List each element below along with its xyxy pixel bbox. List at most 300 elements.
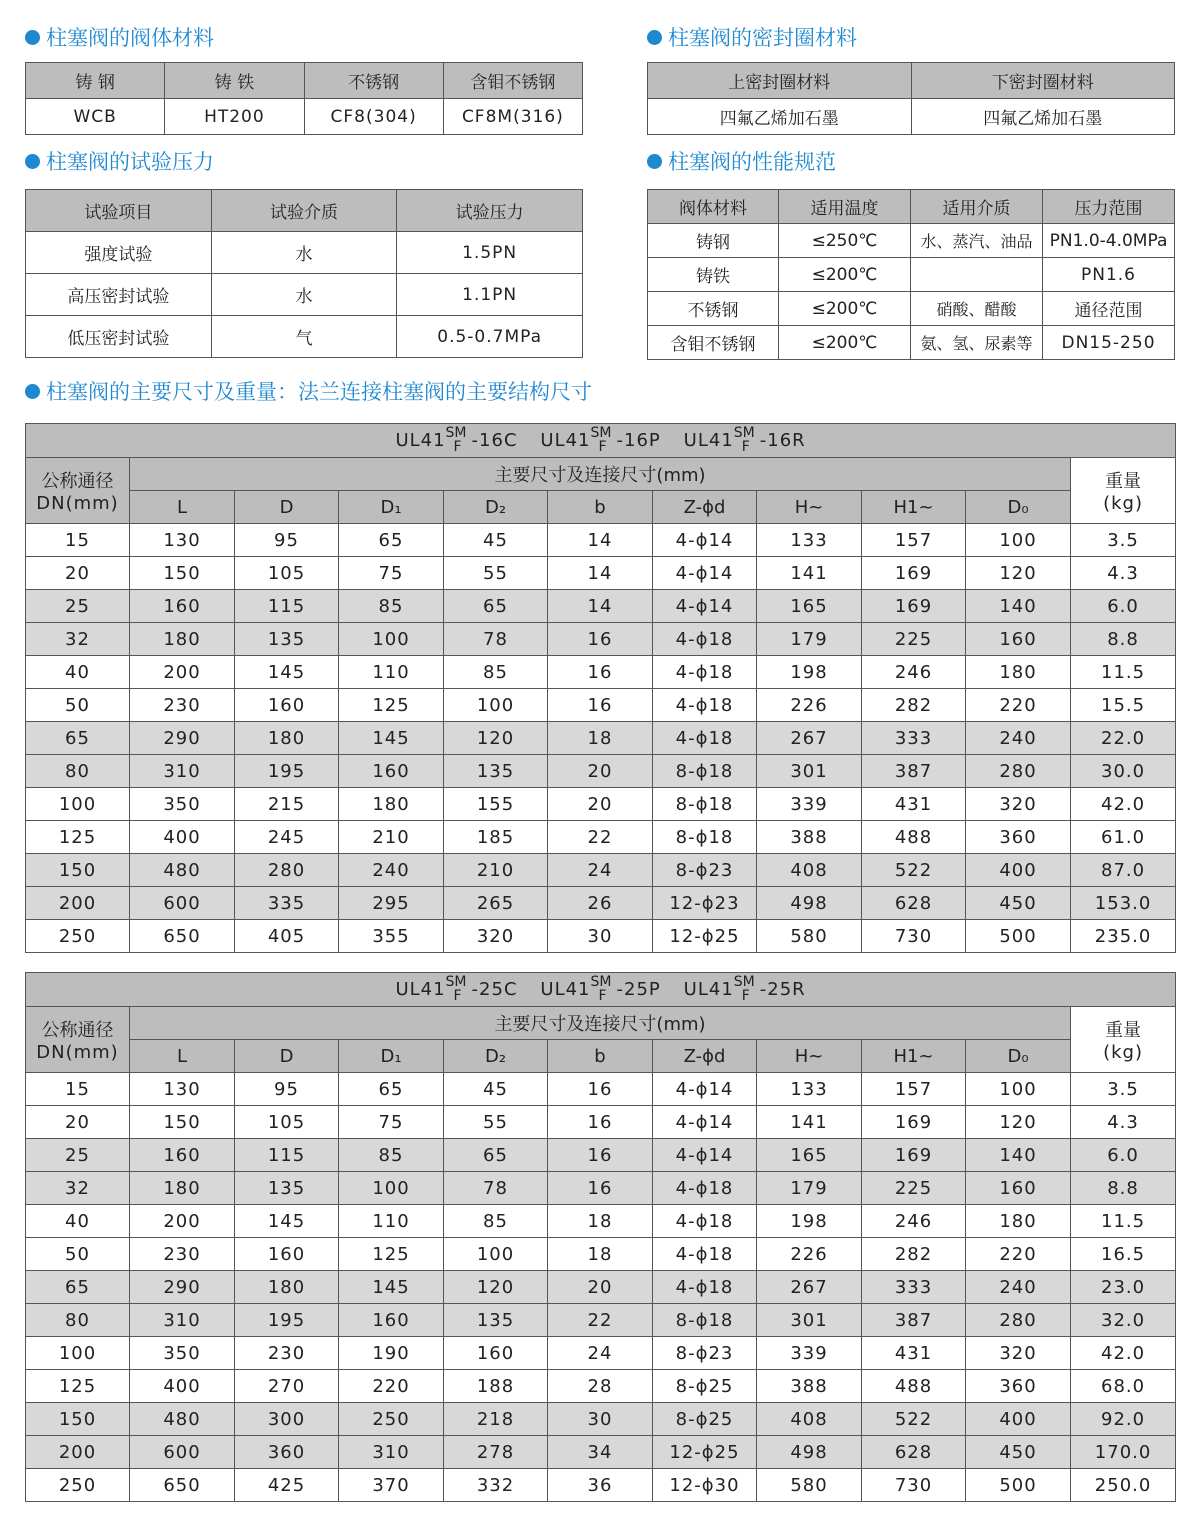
table-cell: 3.5 [1071, 524, 1176, 557]
header-upper-seal: 上密封圈材料 [648, 63, 912, 99]
table-cell: 125 [339, 689, 444, 722]
main-dimensions-header: 主要尺寸及连接尺寸(mm) [130, 458, 1071, 491]
table-cell: 26 [548, 887, 653, 920]
table-cell: 160 [235, 689, 339, 722]
table-cell: 160 [444, 1337, 548, 1370]
model-title [26, 973, 1176, 1007]
table-cell: 650 [130, 1469, 235, 1502]
table-cell: 24 [548, 1337, 653, 1370]
table-cell: 280 [966, 1304, 1071, 1337]
table-cell: 730 [862, 1469, 966, 1502]
table-cell: 157 [862, 1073, 966, 1106]
table-cell: 408 [757, 1403, 862, 1436]
table-cell: 气 [211, 316, 397, 358]
column-header: b [548, 491, 653, 524]
table-row [26, 1271, 1176, 1304]
table-cell: 12-ϕ25 [653, 1436, 757, 1469]
table-cell: 不锈钢 [648, 292, 779, 326]
dn-label-1: 公称通径 [41, 471, 114, 492]
value-cell: CF8(304) [304, 99, 443, 135]
table-cell: 4-ϕ18 [653, 1205, 757, 1238]
header-test-item: 试验项目 [26, 190, 212, 232]
table-cell: 0.5-0.7MPa [397, 316, 583, 358]
table-cell: 55 [444, 557, 548, 590]
table-cell: 120 [444, 722, 548, 755]
table-cell: 141 [757, 1106, 862, 1139]
table-cell: 22.0 [1071, 722, 1176, 755]
table-cell: 11.5 [1071, 656, 1176, 689]
value-cell: WCB [26, 99, 165, 135]
table-cell: 78 [444, 1172, 548, 1205]
table-row [26, 1304, 1176, 1337]
table-cell: 160 [339, 755, 444, 788]
table-cell: 4-ϕ14 [653, 1073, 757, 1106]
table-row [26, 1238, 1176, 1271]
table-cell: 160 [966, 1172, 1071, 1205]
table-cell: 16 [548, 689, 653, 722]
table-cell: DN15-250 [1043, 326, 1175, 360]
table-cell: 61.0 [1071, 821, 1176, 854]
table-cell: 水、蒸汽、油品 [911, 224, 1043, 258]
table-cell: 65 [26, 722, 130, 755]
table-cell: 225 [862, 623, 966, 656]
table-cell: 115 [235, 1139, 339, 1172]
table-cell: 16 [548, 656, 653, 689]
table-cell: 200 [130, 1205, 235, 1238]
table-cell: 32 [26, 623, 130, 656]
table-cell: 3.5 [1071, 1073, 1176, 1106]
table-cell: 高压密封试验 [26, 274, 212, 316]
table-cell: 30.0 [1071, 755, 1176, 788]
table-cell: 355 [339, 920, 444, 953]
dimension-table-pn16 [25, 423, 1176, 953]
table-cell: 360 [966, 1370, 1071, 1403]
table-cell [911, 258, 1043, 292]
table-cell: 32 [26, 1172, 130, 1205]
column-header: D₀ [966, 491, 1071, 524]
table-cell: 290 [130, 722, 235, 755]
table-cell: 12-ϕ25 [653, 920, 757, 953]
header-temperature: 适用温度 [779, 190, 911, 224]
table-cell: ≤200℃ [779, 326, 911, 360]
table-cell: 12-ϕ30 [653, 1469, 757, 1502]
header-pressure-range: 压力范围 [1043, 190, 1175, 224]
table-cell: 25 [26, 590, 130, 623]
section-title-text: 柱塞阀的密封圈材料 [668, 26, 857, 50]
table-row [26, 755, 1176, 788]
table-row [26, 524, 1176, 557]
table-cell: 405 [235, 920, 339, 953]
table-cell: 8-ϕ18 [653, 821, 757, 854]
table-cell: 4-ϕ18 [653, 656, 757, 689]
model-suffix: -16P [616, 430, 661, 451]
test-pressure-table [25, 189, 583, 358]
table-cell: 通径范围 [1043, 292, 1175, 326]
table-cell: 210 [444, 854, 548, 887]
table-cell: 105 [235, 557, 339, 590]
table-cell: 179 [757, 623, 862, 656]
header-test-medium: 试验介质 [211, 190, 397, 232]
bullet-dot-icon [647, 154, 662, 169]
table-cell: 75 [339, 557, 444, 590]
header-medium: 适用介质 [911, 190, 1043, 224]
table-cell: 34 [548, 1436, 653, 1469]
table-cell: 650 [130, 920, 235, 953]
table-cell: 220 [339, 1370, 444, 1403]
table-cell: 4-ϕ14 [653, 524, 757, 557]
model-sub: F [741, 988, 750, 1004]
table-cell: 600 [130, 887, 235, 920]
table-cell: 265 [444, 887, 548, 920]
table-cell: 235.0 [1071, 920, 1176, 953]
table-cell: 85 [339, 590, 444, 623]
table-cell: 145 [339, 1271, 444, 1304]
table-cell: 580 [757, 920, 862, 953]
table-cell: 135 [235, 1172, 339, 1205]
table-cell: 85 [339, 1139, 444, 1172]
table-cell: 425 [235, 1469, 339, 1502]
bullet-dot-icon [25, 30, 40, 45]
table-cell: 157 [862, 524, 966, 557]
section-title-test-pressure [25, 146, 214, 176]
model-prefix: UL41 [540, 979, 591, 1000]
table-cell: 270 [235, 1370, 339, 1403]
table-cell: 24 [548, 854, 653, 887]
table-cell: 350 [130, 788, 235, 821]
table-cell: 铸钢 [648, 224, 779, 258]
section-title-dimensions [25, 376, 592, 406]
table-cell: 280 [966, 755, 1071, 788]
table-cell: 14 [548, 524, 653, 557]
table-cell: 65 [26, 1271, 130, 1304]
section-title-text: 柱塞阀的试验压力 [46, 150, 214, 174]
table-cell: 150 [26, 854, 130, 887]
table-cell: 45 [444, 1073, 548, 1106]
table-cell: 220 [966, 689, 1071, 722]
table-cell: 320 [444, 920, 548, 953]
model-suffix: -25C [471, 979, 518, 1000]
table-cell: 310 [339, 1436, 444, 1469]
table-cell: 95 [235, 1073, 339, 1106]
value-cell: 四氟乙烯加石墨 [648, 99, 912, 135]
table-cell: 100 [966, 1073, 1071, 1106]
model-sup: SM [733, 425, 755, 441]
table-cell: 198 [757, 1205, 862, 1238]
table-cell: 339 [757, 1337, 862, 1370]
table-cell: 488 [862, 821, 966, 854]
model-sub: F [598, 439, 607, 455]
table-row [26, 1205, 1176, 1238]
table-cell: 387 [862, 1304, 966, 1337]
table-cell: 16 [548, 623, 653, 656]
table-cell: 165 [757, 590, 862, 623]
table-cell: 600 [130, 1436, 235, 1469]
model-prefix: UL41 [395, 430, 446, 451]
table-cell: 硝酸、醋酸 [911, 292, 1043, 326]
dn-label-2: DN(mm) [36, 1042, 119, 1063]
table-cell: 20 [26, 557, 130, 590]
table-cell: 250 [339, 1403, 444, 1436]
table-cell: 246 [862, 1205, 966, 1238]
table-cell: 铸铁 [648, 258, 779, 292]
table-cell: 16.5 [1071, 1238, 1176, 1271]
table-cell: 100 [26, 1337, 130, 1370]
table-cell: 230 [130, 1238, 235, 1271]
table-cell: 333 [862, 722, 966, 755]
section-title-text: 柱塞阀的性能规范 [668, 150, 836, 174]
model-suffix: -25R [759, 979, 806, 1000]
model-title [26, 424, 1176, 458]
column-header: H1~ [862, 1040, 966, 1073]
table-cell: 145 [339, 722, 444, 755]
table-cell: 4-ϕ14 [653, 1106, 757, 1139]
table-cell: 18 [548, 722, 653, 755]
table-cell: 250.0 [1071, 1469, 1176, 1502]
table-cell: 500 [966, 920, 1071, 953]
table-cell: 155 [444, 788, 548, 821]
table-cell: 85 [444, 656, 548, 689]
column-header: D₂ [444, 1040, 548, 1073]
model-prefix: UL41 [395, 979, 446, 1000]
table-cell: 4-ϕ18 [653, 722, 757, 755]
table-cell: 628 [862, 887, 966, 920]
table-cell: 120 [444, 1271, 548, 1304]
table-cell: 580 [757, 1469, 862, 1502]
table-cell: 190 [339, 1337, 444, 1370]
table-cell: 50 [26, 1238, 130, 1271]
table-cell: 498 [757, 887, 862, 920]
table-cell: 16 [548, 1139, 653, 1172]
table-cell: 80 [26, 1304, 130, 1337]
table-cell: 6.0 [1071, 590, 1176, 623]
column-header: D₂ [444, 491, 548, 524]
table-cell: 14 [548, 590, 653, 623]
model-sup: SM [590, 425, 612, 441]
table-cell: 4-ϕ18 [653, 1271, 757, 1304]
table-cell: 431 [862, 788, 966, 821]
table-cell: 8-ϕ25 [653, 1403, 757, 1436]
table-cell: 140 [966, 1139, 1071, 1172]
table-row [26, 887, 1176, 920]
weight-label-1: 重量 [1105, 1020, 1142, 1041]
table-cell: 230 [235, 1337, 339, 1370]
table-cell: 85 [444, 1205, 548, 1238]
table-row [26, 656, 1176, 689]
table-cell: 36 [548, 1469, 653, 1502]
table-cell: 400 [130, 821, 235, 854]
table-cell: 488 [862, 1370, 966, 1403]
table-cell: 350 [130, 1337, 235, 1370]
table-cell: 522 [862, 854, 966, 887]
table-cell: 141 [757, 557, 862, 590]
table-cell: 240 [339, 854, 444, 887]
table-cell: 300 [235, 1403, 339, 1436]
table-cell: 301 [757, 1304, 862, 1337]
column-header: Z-ϕd [653, 1040, 757, 1073]
section-title-text: 柱塞阀的阀体材料 [46, 26, 214, 50]
table-cell: 169 [862, 1139, 966, 1172]
table-row [26, 920, 1176, 953]
table-row [26, 722, 1176, 755]
bullet-dot-icon [25, 384, 40, 399]
table-cell: 522 [862, 1403, 966, 1436]
model-prefix: UL41 [683, 430, 734, 451]
table-cell: 120 [966, 557, 1071, 590]
table-cell: 200 [26, 1436, 130, 1469]
table-cell: 78 [444, 623, 548, 656]
table-cell: 169 [862, 557, 966, 590]
table-cell: 42.0 [1071, 788, 1176, 821]
column-header: H1~ [862, 491, 966, 524]
table-cell: 160 [235, 1238, 339, 1271]
table-cell: 110 [339, 656, 444, 689]
table-cell: 145 [235, 1205, 339, 1238]
table-cell: 310 [130, 755, 235, 788]
table-row [26, 1337, 1176, 1370]
table-cell: 280 [235, 854, 339, 887]
column-header: D [235, 491, 339, 524]
table-cell: 4-ϕ14 [653, 1139, 757, 1172]
section-title-seal-material [647, 22, 857, 52]
table-cell: 295 [339, 887, 444, 920]
table-cell: 65 [339, 524, 444, 557]
table-cell: 8-ϕ23 [653, 1337, 757, 1370]
model-suffix: -25P [616, 979, 661, 1000]
table-cell: 20 [548, 788, 653, 821]
table-cell: 4-ϕ18 [653, 689, 757, 722]
table-cell: 23.0 [1071, 1271, 1176, 1304]
seal-material-table [647, 62, 1175, 135]
table-cell: 含钼不锈钢 [648, 326, 779, 360]
table-row [26, 821, 1176, 854]
table-cell: 68.0 [1071, 1370, 1176, 1403]
model-suffix: -16R [759, 430, 806, 451]
table-cell: 30 [548, 920, 653, 953]
weight-label-1: 重量 [1105, 471, 1142, 492]
table-cell: 246 [862, 656, 966, 689]
table-cell: 强度试验 [26, 232, 212, 274]
table-cell: 135 [235, 623, 339, 656]
table-cell: 180 [130, 623, 235, 656]
table-cell: 30 [548, 1403, 653, 1436]
table-cell: 15 [26, 524, 130, 557]
table-row [26, 1403, 1176, 1436]
table-cell: 320 [966, 1337, 1071, 1370]
table-cell: 195 [235, 755, 339, 788]
table-cell: 480 [130, 854, 235, 887]
weight-label-2: (kg) [1103, 1042, 1144, 1063]
table-cell: 250 [26, 920, 130, 953]
header-cast-iron: 铸 铁 [165, 63, 304, 99]
table-row [26, 1370, 1176, 1403]
table-cell: 133 [757, 1073, 862, 1106]
section-title-body-material [25, 22, 214, 52]
table-cell: 628 [862, 1436, 966, 1469]
model-sup: SM [445, 974, 467, 990]
table-cell: 65 [444, 1139, 548, 1172]
table-cell: 4-ϕ14 [653, 557, 757, 590]
table-cell: 20 [26, 1106, 130, 1139]
table-cell: 18 [548, 1205, 653, 1238]
table-cell: 15.5 [1071, 689, 1176, 722]
section-title-text: 柱塞阀的主要尺寸及重量：法兰连接柱塞阀的主要结构尺寸 [46, 380, 592, 404]
table-cell: 65 [339, 1073, 444, 1106]
table-cell: 267 [757, 722, 862, 755]
column-header: L [130, 491, 235, 524]
table-cell: 169 [862, 590, 966, 623]
table-cell: 301 [757, 755, 862, 788]
table-cell: 4.3 [1071, 1106, 1176, 1139]
weight-label-2: (kg) [1103, 493, 1144, 514]
table-cell: 180 [966, 1205, 1071, 1238]
table-cell: 低压密封试验 [26, 316, 212, 358]
table-cell: 16 [548, 1106, 653, 1139]
dn-label-2: DN(mm) [36, 493, 119, 514]
table-cell: 22 [548, 1304, 653, 1337]
table-cell: 100 [444, 1238, 548, 1271]
table-cell: 水 [211, 274, 397, 316]
table-cell: 320 [966, 788, 1071, 821]
table-cell: 45 [444, 524, 548, 557]
table-cell: 11.5 [1071, 1205, 1176, 1238]
table-cell: 4-ϕ18 [653, 1172, 757, 1205]
table-cell: 65 [444, 590, 548, 623]
weight-header [1071, 458, 1176, 524]
table-row [26, 1139, 1176, 1172]
table-cell: ≤200℃ [779, 292, 911, 326]
table-cell: 180 [966, 656, 1071, 689]
table-cell: 140 [966, 590, 1071, 623]
header-lower-seal: 下密封圈材料 [911, 63, 1175, 99]
table-cell: 500 [966, 1469, 1071, 1502]
table-cell: 360 [966, 821, 1071, 854]
table-cell: 42.0 [1071, 1337, 1176, 1370]
table-row [26, 590, 1176, 623]
table-cell: 12-ϕ23 [653, 887, 757, 920]
table-cell: 388 [757, 821, 862, 854]
table-cell: 278 [444, 1436, 548, 1469]
table-cell: 310 [130, 1304, 235, 1337]
table-cell: 240 [966, 722, 1071, 755]
table-cell: 335 [235, 887, 339, 920]
table-cell: 氨、氢、尿素等 [911, 326, 1043, 360]
table-cell: 120 [966, 1106, 1071, 1139]
bullet-dot-icon [647, 30, 662, 45]
header-mo-stainless: 含钼不锈钢 [443, 63, 582, 99]
table-cell: 198 [757, 656, 862, 689]
table-cell: 4-ϕ18 [653, 1238, 757, 1271]
table-cell: 160 [339, 1304, 444, 1337]
table-cell: 450 [966, 887, 1071, 920]
column-header: D₁ [339, 491, 444, 524]
table-cell: 130 [130, 524, 235, 557]
value-cell: HT200 [165, 99, 304, 135]
table-cell: 80 [26, 755, 130, 788]
table-cell: 498 [757, 1436, 862, 1469]
table-cell: 360 [235, 1436, 339, 1469]
table-row [26, 1172, 1176, 1205]
table-cell: 6.0 [1071, 1139, 1176, 1172]
column-header: L [130, 1040, 235, 1073]
model-sub: F [453, 988, 462, 1004]
table-cell: 14 [548, 557, 653, 590]
performance-table [647, 189, 1175, 360]
table-cell: 125 [339, 1238, 444, 1271]
table-cell: 200 [130, 656, 235, 689]
table-cell: 100 [966, 524, 1071, 557]
table-row [26, 788, 1176, 821]
table-cell: 215 [235, 788, 339, 821]
